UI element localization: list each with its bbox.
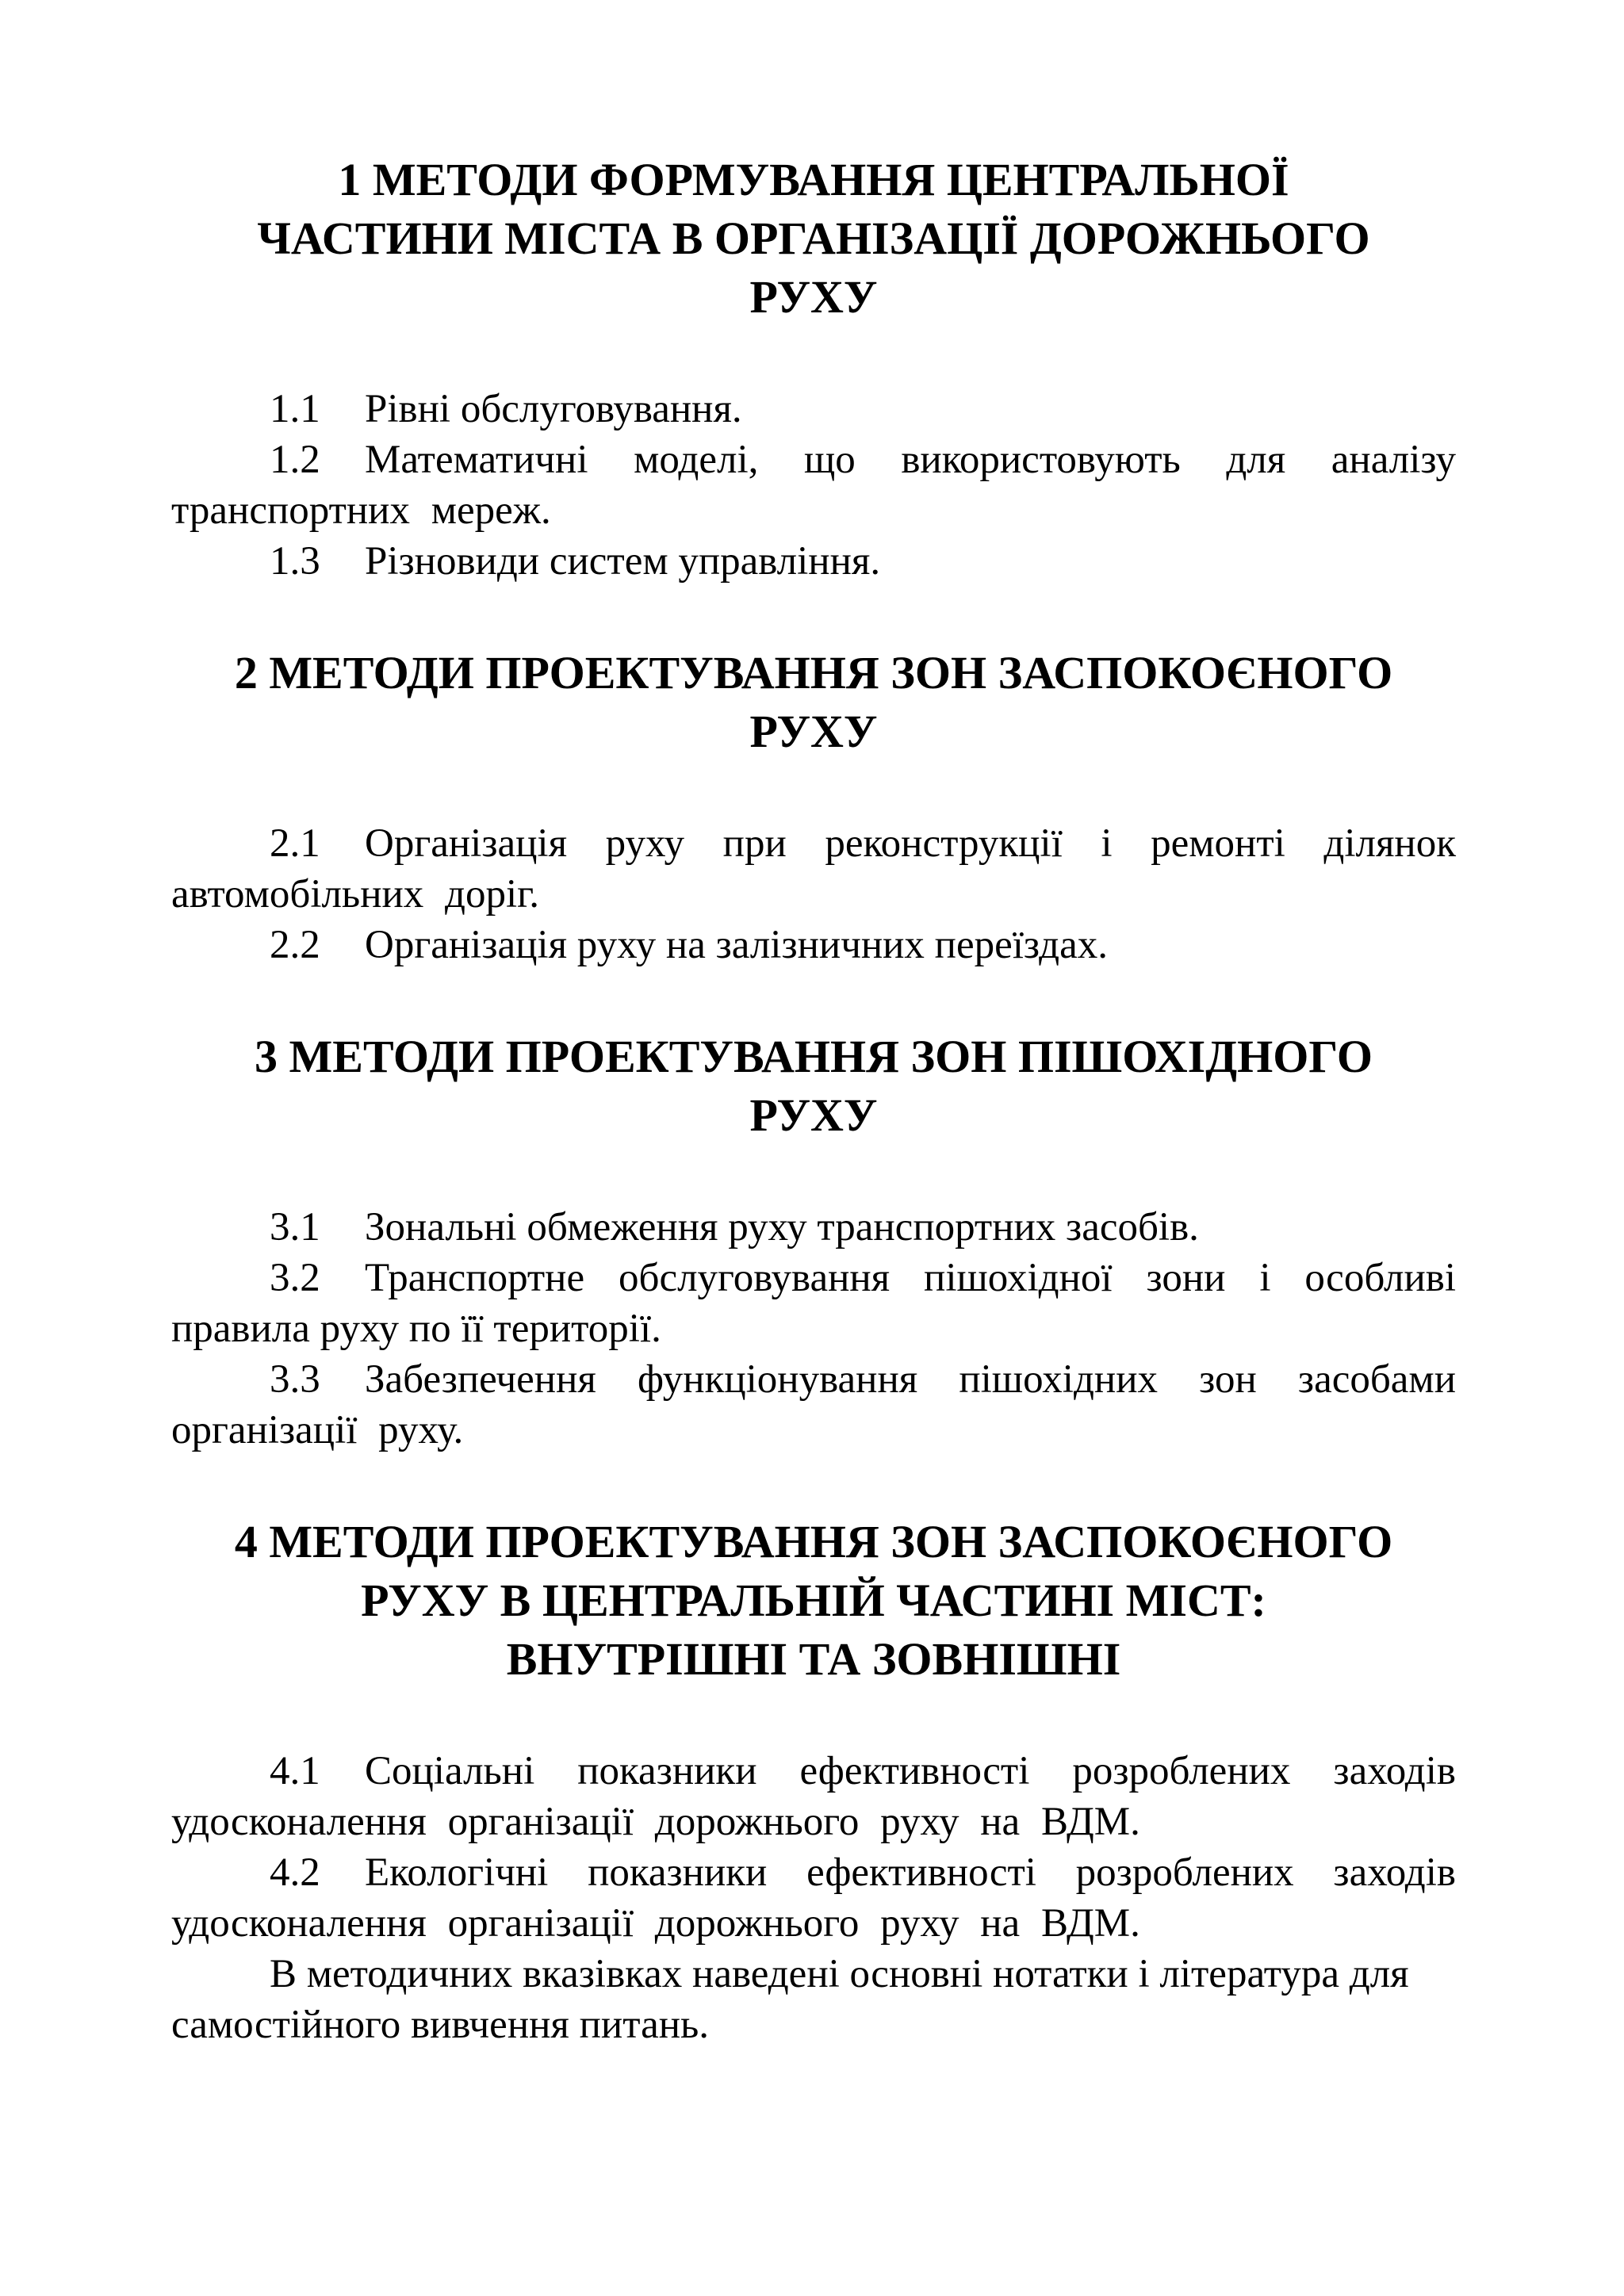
list-item [171, 384, 1456, 434]
list-item [171, 920, 1456, 970]
item-number: 3.1 [270, 1205, 320, 1249]
item-text: Забезпечення функціонування пішохідних зон засобами організації руху. [171, 1357, 1456, 1452]
item-number: 2.2 [270, 923, 320, 967]
item-text: Різновиди систем управління. [365, 539, 881, 584]
section-4-heading [171, 1513, 1456, 1689]
list-item [171, 434, 1456, 536]
list-item [171, 536, 1456, 587]
section-3-items [171, 1202, 1456, 1456]
section-1-heading [171, 151, 1456, 327]
item-number: 2.1 [270, 821, 320, 866]
item-text: Організація руху при реконструкції і ремонті ділянок автомобільних доріг. [171, 821, 1456, 916]
heading-line: РУХУ [749, 1089, 878, 1141]
section-2-heading [171, 644, 1456, 761]
list-item [171, 1354, 1456, 1456]
item-text: Екологічні показники ефективності розроблених заходів удосконалення організації дорожнього руху на ВДМ. [171, 1850, 1456, 1946]
heading-line: 1 МЕТОДИ ФОРМУВАННЯ ЦЕНТРАЛЬНОЇ [338, 154, 1289, 205]
heading-line: 4 МЕТОДИ ПРОЕКТУВАННЯ ЗОН ЗАСПОКОЄНОГО [234, 1516, 1393, 1567]
heading-line: ЧАСТИНИ МІСТА В ОРГАНІЗАЦІЇ ДОРОЖНЬОГО [257, 212, 1370, 264]
item-text: Соціальні показники ефективності розроблених заходів удосконалення організації дорожнього руху на ВДМ. [171, 1749, 1456, 1844]
section-1-items [171, 384, 1456, 587]
item-text: Зональні обмеження руху транспортних засобів. [365, 1205, 1199, 1249]
heading-line: 2 МЕТОДИ ПРОЕКТУВАННЯ ЗОН ЗАСПОКОЄНОГО [234, 647, 1393, 698]
section-3-heading [171, 1027, 1456, 1145]
item-number: 3.2 [270, 1256, 320, 1300]
item-number: 4.2 [270, 1850, 320, 1895]
item-text: Рівні обслуговування. [365, 387, 742, 431]
heading-line: 3 МЕТОДИ ПРОЕКТУВАННЯ ЗОН ПІШОХІДНОГО [255, 1031, 1373, 1082]
item-number: 4.1 [270, 1749, 320, 1793]
list-item [171, 1746, 1456, 1847]
item-text: Транспортне обслуговування пішохідної зони і особливі правила руху по її території. [171, 1256, 1456, 1351]
list-item [171, 818, 1456, 920]
section-4-items [171, 1746, 1456, 2050]
item-number: 1.2 [270, 438, 320, 482]
item-number: 1.3 [270, 539, 320, 584]
document-page [171, 151, 1456, 2050]
item-number: 1.1 [270, 387, 320, 431]
heading-line: РУХУ [749, 271, 878, 323]
item-number: 3.3 [270, 1357, 320, 1402]
section-2-items [171, 818, 1456, 970]
item-text: Організація руху на залізничних переїздах. [365, 923, 1108, 967]
heading-line: РУХУ В ЦЕНТРАЛЬНІЙ ЧАСТИНІ МІСТ: [361, 1575, 1266, 1626]
item-text: Математичні моделі, що використовують для аналізу транспортних мереж. [171, 438, 1456, 533]
heading-line: ВНУТРІШНІ ТА ЗОВНІШНІ [506, 1633, 1121, 1685]
list-item [171, 1202, 1456, 1253]
heading-line: РУХУ [749, 706, 878, 757]
list-item [171, 1847, 1456, 1949]
list-item [171, 1253, 1456, 1354]
closing-paragraph: В методичних вказівках наведені основні нотатки і література для самостійного вивчення питань. [171, 1952, 1409, 2047]
